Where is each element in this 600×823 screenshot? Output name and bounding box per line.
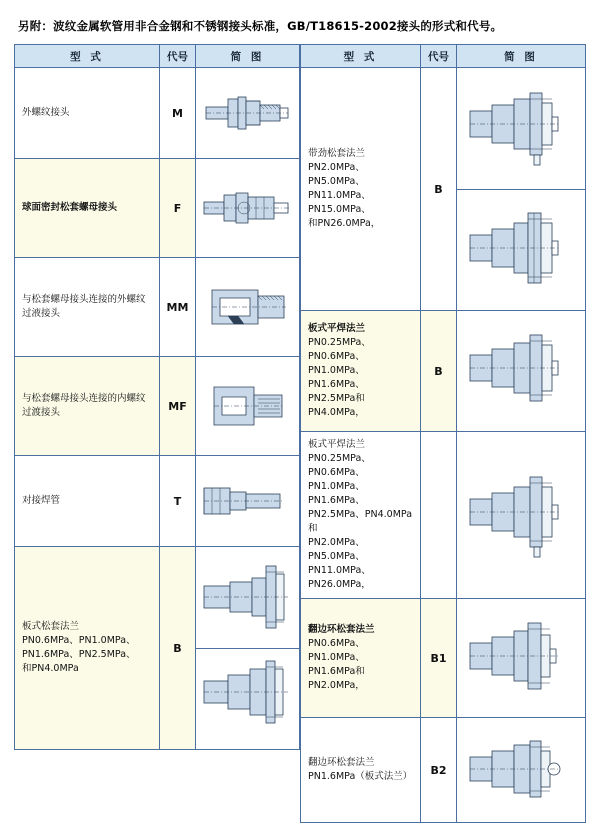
flange-name-line: PN1.0MPa、PN1.6MPa、 [308, 365, 365, 390]
table-row [15, 456, 300, 547]
fitting-figure [196, 258, 300, 357]
fitting-name [15, 547, 160, 750]
flange-name-line: PN0.6MPa、PN1.0MPa、 [308, 638, 365, 663]
fitting-name-line: PN0.6MPa、PN1.0MPa、 [22, 635, 136, 646]
ribbed-loose-flange-icon-2 [466, 199, 576, 301]
table-row [301, 718, 586, 823]
flange-name-line: PN1.6MPa和PN2.0MPa， [308, 666, 365, 691]
fitting-name-line: PN1.6MPa、PN2.5MPa、 [22, 649, 136, 660]
fitting-figure [196, 68, 300, 159]
fitting-figure [196, 159, 300, 258]
flange-name-line: PN2.0MPa、PN5.0MPa、 [308, 162, 365, 187]
fitting-code: M [160, 68, 196, 159]
flange-name-line: 翻边环松套法兰 [308, 757, 375, 768]
header-code: 代号 [160, 45, 196, 68]
flange-name-line: PN11.0MPa、PN26.0MPa， [308, 565, 371, 590]
flange-code [421, 432, 457, 599]
flange-name-line: 板式平焊法兰 [308, 439, 366, 450]
flange-name-line: 和PN26.0MPa， [308, 218, 381, 229]
fitting-name: 对接焊管 [15, 456, 160, 547]
fitting-code: MM [160, 258, 196, 357]
flange-code: B1 [421, 599, 457, 718]
male-thread-fitting-icon [198, 83, 298, 143]
table-row [15, 68, 300, 159]
flange-figure [457, 432, 586, 599]
header-code: 代号 [421, 45, 457, 68]
butt-weld-pipe-icon [198, 472, 298, 530]
flange-name-line: PN2.5MPa和PN4.0MPa， [308, 393, 365, 418]
plate-flat-welding-flange-icon-2 [466, 459, 576, 571]
flange-figure [457, 68, 586, 190]
lap-joint-ring-loose-flange-icon-1 [466, 611, 576, 705]
fitting-name-line: 和PN4.0MPa [22, 663, 79, 674]
fitting-name: 外螺纹接头 [15, 68, 160, 159]
tables-container [14, 44, 586, 823]
fitting-name: 与松套螺母接头连接的内螺纹过渡接头 [15, 357, 160, 456]
table-row [301, 68, 586, 190]
flange-figure [457, 718, 586, 823]
table-row [15, 547, 300, 750]
flange-name-line: PN2.0MPa、PN5.0MPa、 [308, 537, 365, 562]
header-figure: 简 图 [457, 45, 586, 68]
flange-name [301, 311, 421, 432]
ribbed-loose-flange-icon-1 [466, 77, 576, 179]
flange-figure [457, 189, 586, 311]
fitting-figure [196, 456, 300, 547]
fitting-code: T [160, 456, 196, 547]
table-row [15, 258, 300, 357]
flange-name-line: PN0.25MPa、PN0.6MPa、 [308, 337, 371, 362]
flange-name-line: 翻边环松套法兰 [308, 624, 375, 635]
flange-name [301, 599, 421, 718]
flange-name-line: PN0.25MPa、PN0.6MPa、 [308, 453, 371, 478]
flange-code: B [421, 68, 457, 311]
fitting-name-line: 板式松套法兰 [22, 621, 80, 632]
fitting-figure [196, 357, 300, 456]
flange-figure [457, 311, 586, 432]
table-row [15, 159, 300, 258]
table-header-row [15, 45, 300, 68]
fitting-figure [196, 547, 300, 750]
table-row [301, 311, 586, 432]
right-fitting-table [300, 44, 586, 823]
table-row [301, 432, 586, 599]
fitting-code: B [160, 547, 196, 750]
flange-name [301, 68, 421, 311]
flange-code: B2 [421, 718, 457, 823]
header-figure: 简 图 [196, 45, 300, 68]
flange-name [301, 718, 421, 823]
flange-name-line: PN11.0MPa、PN15.0MPa、 [308, 190, 371, 215]
header-type: 型 式 [301, 45, 421, 68]
plate-loose-flange-icon-bottom [198, 649, 298, 741]
plate-flat-welding-flange-icon-1 [466, 323, 576, 419]
table-row [301, 599, 586, 718]
spherical-seal-union-nut-fitting-icon [198, 177, 298, 239]
fitting-code: F [160, 159, 196, 258]
fitting-name: 球面密封松套螺母接头 [15, 159, 160, 258]
female-thread-transition-fitting-icon [198, 375, 298, 437]
flange-name-line: PN1.6MPa（板式法兰） [308, 771, 413, 782]
plate-loose-flange-icon-top [198, 556, 298, 648]
flange-name-line: PN1.0MPa、PN1.6MPa、 [308, 481, 365, 506]
table-row [15, 357, 300, 456]
left-fitting-table [14, 44, 300, 750]
flange-name-line: PN2.5MPa、PN4.0MPa 和 [308, 509, 413, 534]
flange-name [301, 432, 421, 599]
flange-figure [457, 599, 586, 718]
male-thread-transition-fitting-icon [198, 276, 298, 338]
flange-code: B [421, 311, 457, 432]
table-header-row [301, 45, 586, 68]
flange-name-line: 板式平焊法兰 [308, 323, 366, 334]
fitting-code: MF [160, 357, 196, 456]
flange-name-line: 带劲松套法兰 [308, 148, 366, 159]
fitting-name: 与松套螺母接头连接的外螺纹过液接头 [15, 258, 160, 357]
page-title: 另附：波纹金属软管用非合金钢和不锈钢接头标准，GB/T18615-2002接头的形式和代号。 [18, 19, 503, 33]
header-type: 型 式 [15, 45, 160, 68]
